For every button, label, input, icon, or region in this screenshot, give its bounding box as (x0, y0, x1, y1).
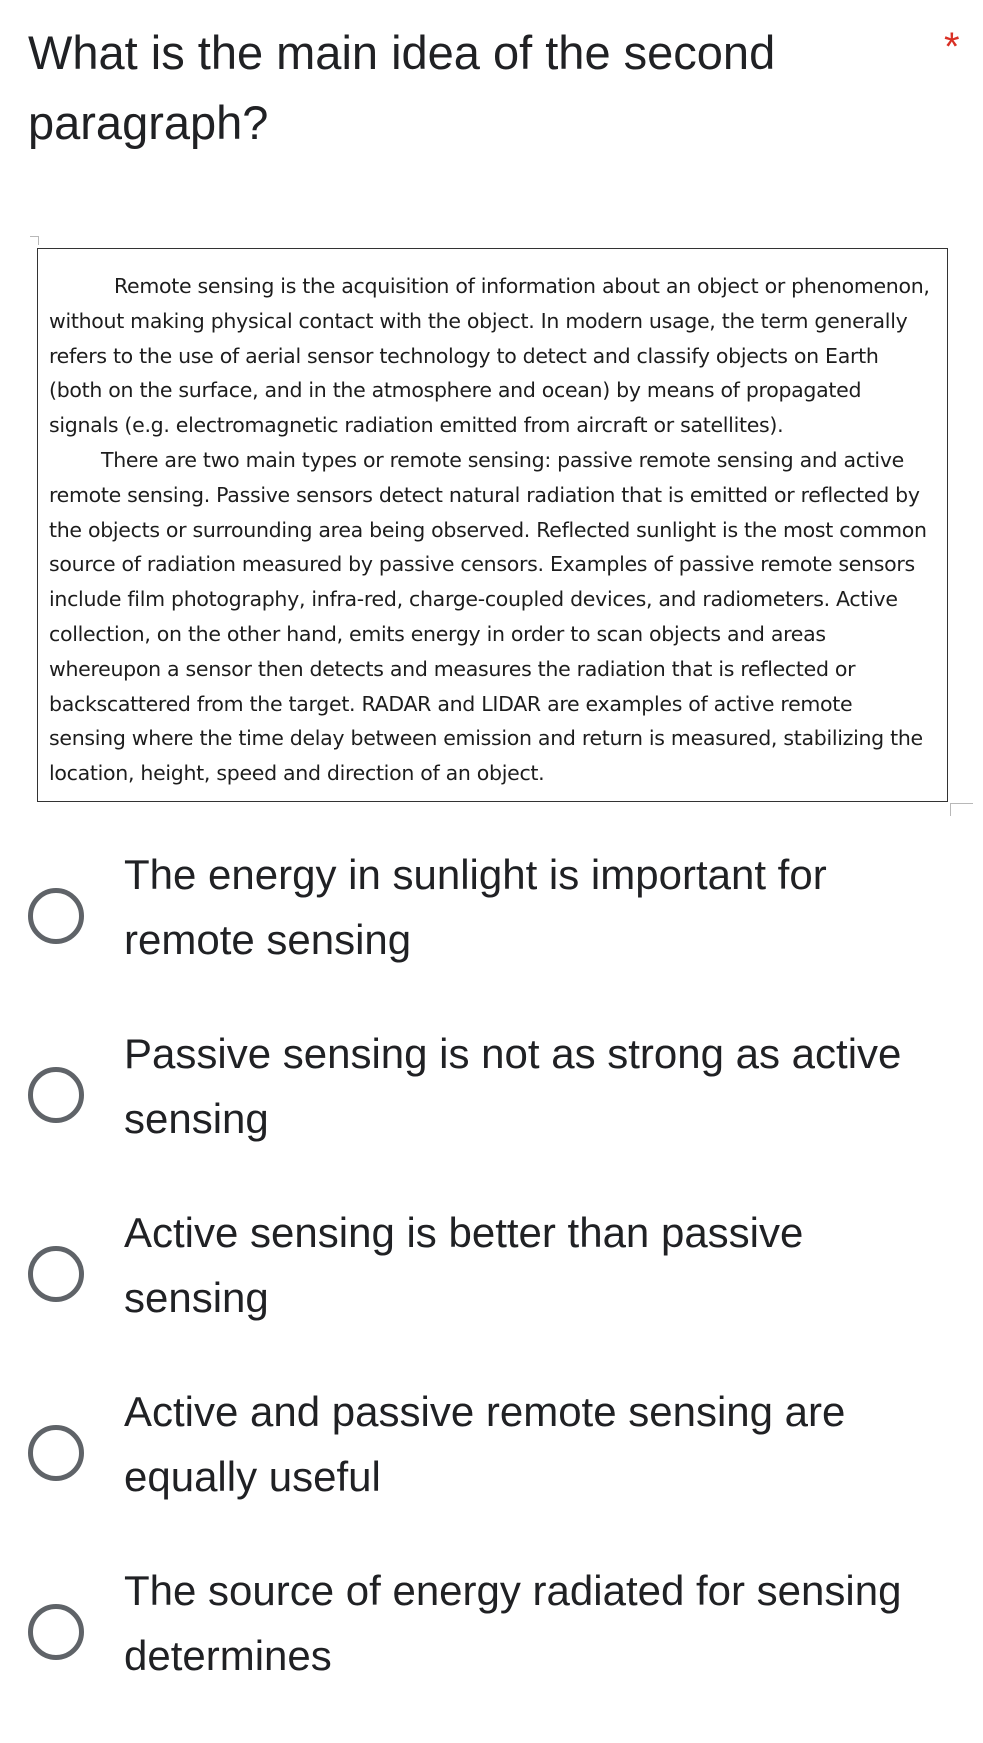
required-asterisk: * (944, 25, 960, 69)
radio-button[interactable] (28, 1246, 84, 1302)
option-3[interactable] (0, 1206, 983, 1385)
answer-options (0, 848, 983, 1743)
option-label: Active sensing is better than passive sensing (124, 1209, 804, 1321)
radio-button[interactable] (28, 1425, 84, 1481)
radio-button[interactable] (28, 1604, 84, 1660)
option-label: Active and passive remote sensing are equally useful (124, 1388, 846, 1500)
passage-image (37, 248, 948, 802)
image-resize-mark (950, 803, 973, 816)
radio-button[interactable] (28, 1067, 84, 1123)
option-4[interactable] (0, 1385, 983, 1564)
option-label: The source of energy radiated for sensing determines (124, 1567, 902, 1679)
passage-paragraph-2: There are two main types or remote sensing: passive remote sensing and active remote sensing. Passive sensors detect natural radiation that is emitted or reflected by the objects or surrounding area being observed. Reflected sunlight is the most common source of radiation measured by passive censors. Examples of passive remote sensors include film photography, infra-red, charge-coupled devices, and radiometers. Active collection, on the other hand, emits energy in order to scan objects and areas whereupon a sensor then detects and measures the radiation that is reflected or backscattered from the target. RADAR and LIDAR are examples of active remote sensing where the time delay between emission and return is measured, stabilizing the location, height, speed and direction of an object. (49, 447, 927, 786)
option-2[interactable] (0, 1027, 983, 1206)
image-corner-mark (30, 236, 39, 245)
passage-paragraph-1: Remote sensing is the acquisition of information about an object or phenomenon, without making physical contact with the object. In modern usage, the term generally refers to the use of aerial sensor technology to detect and classify objects on Earth (both on the surface, and in the atmosphere and ocean) by means of propagated signals (e.g. electromagnetic radiation emitted from aircraft or satellites). (49, 274, 930, 438)
question-title: What is the main idea of the second paragraph? (28, 26, 776, 149)
option-label: Passive sensing is not as strong as active sensing (124, 1030, 902, 1142)
option-label: The energy in sunlight is important for remote sensing (124, 851, 827, 963)
option-5[interactable] (0, 1564, 983, 1743)
radio-button[interactable] (28, 888, 84, 944)
option-1[interactable] (0, 848, 983, 1027)
